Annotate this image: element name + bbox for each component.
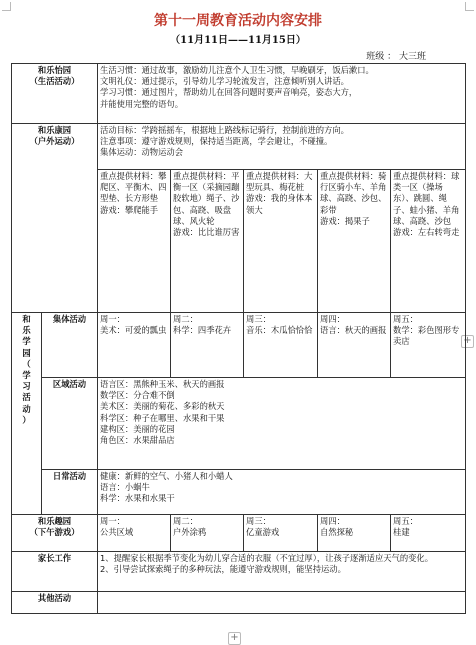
afternoon-game-cell[interactable]: 周五： 桂建 xyxy=(391,515,466,552)
section-label-xueyuan: 和 乐 学 园 （ 学 习 活 动 ） xyxy=(12,313,42,515)
afternoon-game-cell[interactable]: 周二： 户外涂鸦 xyxy=(171,515,244,552)
collective-day-cell[interactable]: 周二： 科学：四季花卉 xyxy=(171,313,244,378)
outdoor-material-cell[interactable]: 重点提供材料：大型玩具、梅花桩 游戏：我的身体本领大 xyxy=(244,170,318,313)
section-label-quyuan: 和乐趣园 （下午游戏） xyxy=(12,515,98,552)
outdoor-material-cell[interactable]: 重点提供材料：攀爬区、平衡木、四型垫、长方形垫 游戏：攀爬能手 xyxy=(98,170,171,313)
area-activities-label: 区域活动 xyxy=(42,378,98,470)
row-other-activities xyxy=(12,592,466,614)
collective-day-cell[interactable]: 周三： 音乐：木瓜恰恰恰 xyxy=(244,313,318,378)
row-afternoon-games xyxy=(12,515,466,552)
collective-day-cell[interactable]: 周一： 美术：可爱的瓢虫 xyxy=(98,313,171,378)
other-activities-content[interactable] xyxy=(98,592,466,614)
add-row-plus-icon[interactable]: + xyxy=(228,632,241,645)
collective-day-cell[interactable]: 周五： 数学：彩色图形专卖店 xyxy=(391,313,466,378)
outdoor-material-cell[interactable]: 重点提供材料：球类一区（操场东）、跳圆、绳子、蛙小猪、羊角球、高跷、沙包 游戏：左右转弯走 xyxy=(391,170,466,313)
row-outdoor-goals xyxy=(12,124,466,170)
outdoor-material-cell[interactable]: 重点提供材料：平衡一区（采摘园蹦胶软地）绳子、沙包、高跷、吸盘球、风火轮 游戏：比比谁厉害 xyxy=(171,170,244,313)
collective-activities-label: 集体活动 xyxy=(42,313,98,378)
parent-work-content[interactable]: 1、提醒家长根据季节变化为幼儿穿合适的衣服（不宜过厚），让孩子逐渐适应天气的变化。 2、引导尝试探索绳子的多种玩法，能遵守游戏规则，能坚持运动。 xyxy=(98,552,466,592)
outdoor-goals-content[interactable]: 活动目标：学跨摇摇车，根据地上路线标记骑行，控制前进的方向。 注意事项：遵守游戏规则，保持适当距离，学会避让，不碰撞。 集体运动：动物运动会 xyxy=(98,124,466,170)
daily-activities-content[interactable]: 健康：新鲜的空气、小猪人和小蜡人 语言：小蜗牛 科学：水果和水果干 xyxy=(98,470,466,515)
daily-activities-label: 日常活动 xyxy=(42,470,98,515)
outdoor-material-cell[interactable]: 重点提供材料：骑行区骑小车、羊角球、高跷、沙包、彩带 游戏：揭果子 xyxy=(318,170,391,313)
row-collective-activities xyxy=(12,313,466,378)
row-parent-work xyxy=(12,552,466,592)
page-title: 第十一周教育活动内容安排 xyxy=(154,13,322,29)
section-label-parents: 家长工作 xyxy=(12,552,98,592)
row-life-activities xyxy=(12,64,466,124)
life-activities-content[interactable]: 生活习惯：通过故事，激励幼儿注意个人卫生习惯，早晚刷牙，饭后漱口。 文明礼仪：通过提示，引导幼儿学习轮流发言，注意倾听别人讲话。 学习习惯：通过图片，帮助幼儿在回答问题时要声音响亮，姿态大方， 并能使用完整的语句。 xyxy=(98,64,466,124)
date-range: （11月11日——11月15日） xyxy=(170,35,306,46)
schedule-table xyxy=(11,63,466,614)
section-label-other: 其他活动 xyxy=(12,592,98,614)
collective-day-cell[interactable]: 周四： 语言：秋天的画报 xyxy=(318,313,391,378)
class-label: 班级 ： 大三班 xyxy=(366,52,426,62)
section-label-yiyi: 和乐怡园 （生活活动） xyxy=(12,64,98,124)
area-activities-content[interactable]: 语言区：黑熊种玉米、秋天的画报 数学区：分合难不倒 美术区：美丽的菊花、多彩的秋天 科学区：种子在哪里、水果和干果 建构区：美丽的花园 角色区：水果甜品店 xyxy=(98,378,466,470)
section-label-kangyuan: 和乐康园 （户外运动） xyxy=(12,124,98,313)
row-daily-activities xyxy=(12,470,466,515)
afternoon-game-cell[interactable]: 周三： 亿童游戏 xyxy=(244,515,318,552)
afternoon-game-cell[interactable]: 周一： 公共区域 xyxy=(98,515,171,552)
row-area-activities xyxy=(12,378,466,470)
add-column-plus-icon[interactable]: + xyxy=(461,335,474,348)
afternoon-game-cell[interactable]: 周四： 自然探秘 xyxy=(318,515,391,552)
